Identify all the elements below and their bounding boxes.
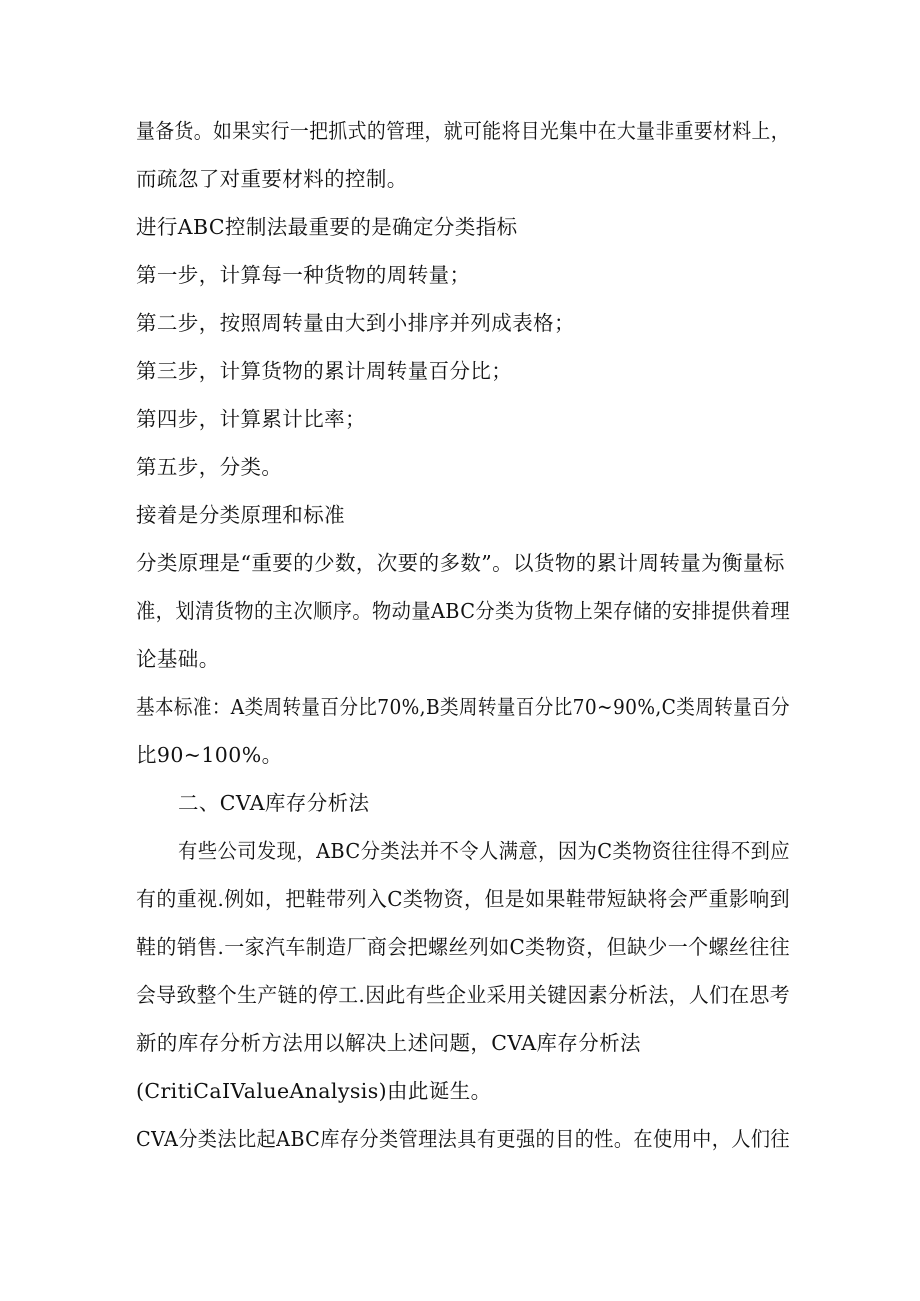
paragraph-line: 会导致整个生产链的停工.因此有些企业采用关键因素分析法，人们在思考	[136, 983, 790, 1007]
paragraph-line: 有的重视.例如，把鞋带列入C类物资，但是如果鞋带短缺将会严重影响到	[136, 887, 790, 911]
paragraph-line: (CritiCaIValueAnalysis)由此诞生。	[136, 1079, 492, 1103]
step-item: 第一步，计算每一种货物的周转量；	[136, 263, 471, 287]
paragraph-line: 有些公司发现，ABC分类法并不令人满意，因为C类物资往往得不到应	[178, 839, 790, 863]
step-item: 第三步，计算货物的累计周转量百分比；	[136, 359, 513, 383]
paragraph-line: 准，划清货物的主次顺序。物动量ABC分类为货物上架存储的安排提供着理	[136, 599, 790, 623]
section-heading: 二、CVA库存分析法	[178, 791, 370, 815]
step-item: 第二步，按照周转量由大到小排序并列成表格；	[136, 311, 575, 335]
paragraph-line: 量备货。如果实行一把抓式的管理，就可能将目光集中在大量非重要材料上，	[136, 119, 790, 143]
step-item: 第五步，分类。	[136, 455, 283, 479]
paragraph-line: 新的库存分析方法用以解决上述问题，CVA库存分析法	[136, 1031, 641, 1055]
paragraph-line: 基本标准：A类周转量百分比70%,B类周转量百分比70~90%,C类周转量百分	[136, 695, 790, 719]
paragraph-line: 而疏忽了对重要材料的控制。	[136, 167, 408, 191]
paragraph-line: 鞋的销售.一家汽车制造厂商会把螺丝列如C类物资，但缺少一个螺丝往往	[136, 935, 790, 959]
paragraph-line: 分类原理是“重要的少数，次要的多数”。以货物的累计周转量为衡量标	[136, 551, 785, 575]
section-intro: 进行ABC控制法最重要的是确定分类指标	[136, 215, 518, 239]
step-item: 第四步，计算累计比率；	[136, 407, 366, 431]
section-intro: 接着是分类原理和标准	[136, 503, 345, 527]
paragraph-line: CVA分类法比起ABC库存分类管理法具有更强的目的性。在使用中，人们往	[136, 1127, 790, 1151]
paragraph-line: 论基础。	[136, 647, 220, 671]
paragraph-line: 比90~100%。	[136, 743, 283, 767]
